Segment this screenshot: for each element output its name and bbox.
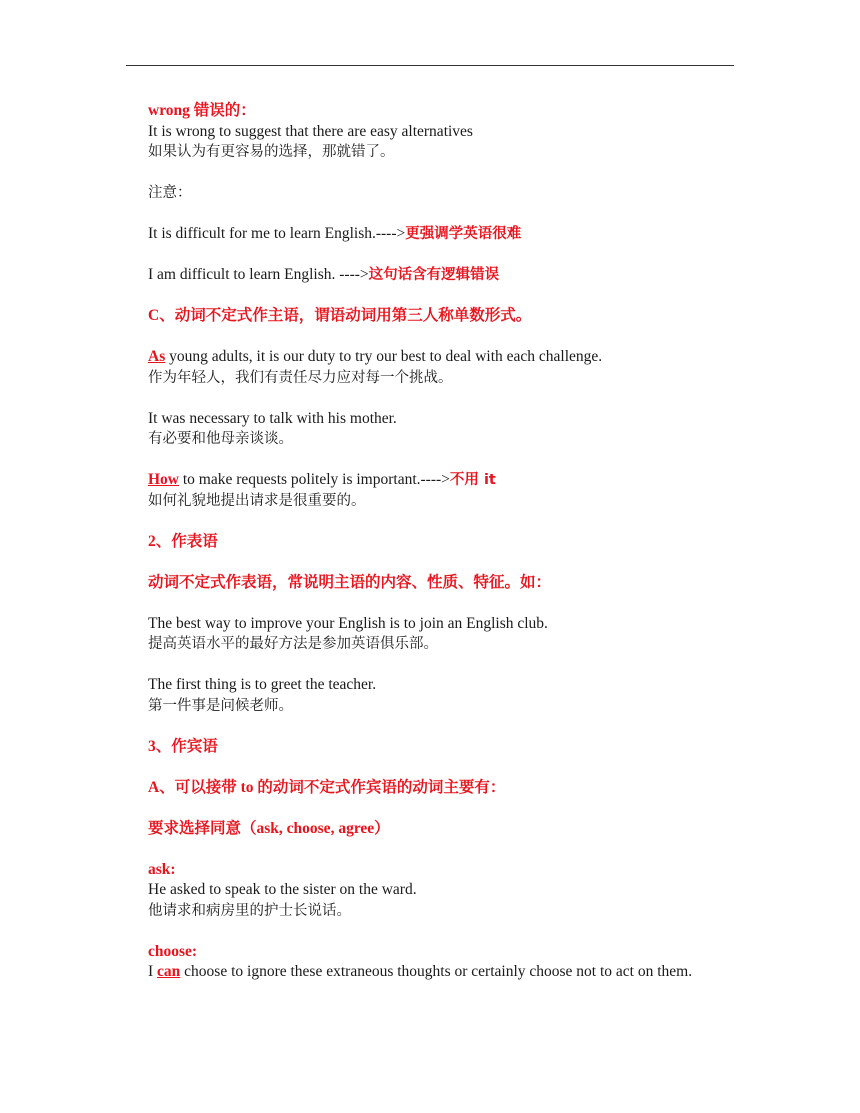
difficult-example-1: [148, 224, 708, 245]
document-body: [148, 101, 708, 1003]
as-example-zh: 作为年轻人，我们有责任尽力应对每一个挑战。: [148, 369, 453, 386]
how-example-note: 不用 it: [449, 472, 496, 488]
choose-example-en: choose to ignore these extraneous thoughts or certainly choose not to act on them.: [180, 963, 693, 980]
can-keyword: can: [157, 963, 181, 980]
section-2-desc-text: 动词不定式作表语，常说明主语的内容、性质、特征。如：: [148, 573, 552, 591]
choose-heading: choose:: [148, 942, 198, 960]
note-label: 注意：: [148, 185, 192, 201]
how-example: [148, 470, 708, 511]
difficult-example-1-note: 更强调学英语很难: [405, 226, 522, 242]
rule-a-text: A、可以接带 to 的动词不定式作宾语的动词主要有：: [148, 778, 506, 796]
difficult-example-2-note: 这句话含有逻辑错误: [368, 267, 500, 283]
best-way-example-en: The best way to improve your English is to join an English club.: [148, 614, 548, 632]
request-choose-agree-text: 要求选择同意（ask, choose, agree）: [148, 819, 390, 837]
section-2-description: [148, 573, 708, 594]
section-2-heading: [148, 532, 708, 553]
header-rule: [126, 65, 734, 66]
as-keyword: As: [148, 348, 166, 365]
first-thing-example-en: The first thing is to greet the teacher.: [148, 676, 377, 693]
necessary-example-en: It was necessary to talk with his mother.: [148, 409, 397, 427]
wrong-heading: wrong 错误的：: [148, 102, 256, 119]
as-example: [148, 347, 708, 388]
ask-example: [148, 860, 708, 922]
choose-example: [148, 942, 708, 983]
section-3-title: 3、作宾语: [148, 737, 218, 755]
rule-c-text: C、动词不定式作主语，谓语动词用第三人称单数形式。: [148, 307, 532, 324]
wrong-example-zh: 如果认为有更容易的选择，那就错了。: [148, 144, 395, 160]
section-2-title: 2、作表语: [148, 532, 218, 550]
necessary-example-zh: 有必要和他母亲谈谈。: [148, 431, 293, 447]
difficult-example-2-en: I am difficult to learn English. ---->: [148, 266, 369, 283]
rule-a-heading: [148, 778, 708, 799]
ask-heading: ask:: [148, 860, 176, 878]
difficult-example-1-en: It is difficult for me to learn English.---->: [148, 225, 406, 242]
best-way-example: [148, 614, 708, 655]
as-example-en: young adults, it is our duty to try our best to deal with each challenge.: [165, 348, 603, 365]
choose-example-i: I: [148, 963, 158, 980]
how-example-en: to make requests politely is important.---->: [179, 471, 450, 488]
rule-c-heading: [148, 306, 708, 327]
difficult-example-2: [148, 265, 708, 286]
first-thing-example: [148, 675, 708, 716]
best-way-example-zh: 提高英语水平的最好方法是参加英语俱乐部。: [148, 636, 438, 652]
wrong-section: [148, 101, 708, 163]
necessary-example: [148, 409, 708, 450]
note-line: [148, 183, 708, 204]
ask-example-en: He asked to speak to the sister on the ward.: [148, 881, 417, 898]
request-choose-agree-heading: [148, 819, 708, 840]
ask-example-zh: 他请求和病房里的护士长说话。: [148, 902, 351, 919]
wrong-example-en: It is wrong to suggest that there are easy alternatives: [148, 122, 473, 140]
how-example-zh: 如何礼貌地提出请求是很重要的。: [148, 492, 366, 509]
how-keyword: How: [148, 471, 179, 488]
section-3-heading: [148, 737, 708, 758]
first-thing-example-zh: 第一件事是问候老师。: [148, 697, 293, 714]
